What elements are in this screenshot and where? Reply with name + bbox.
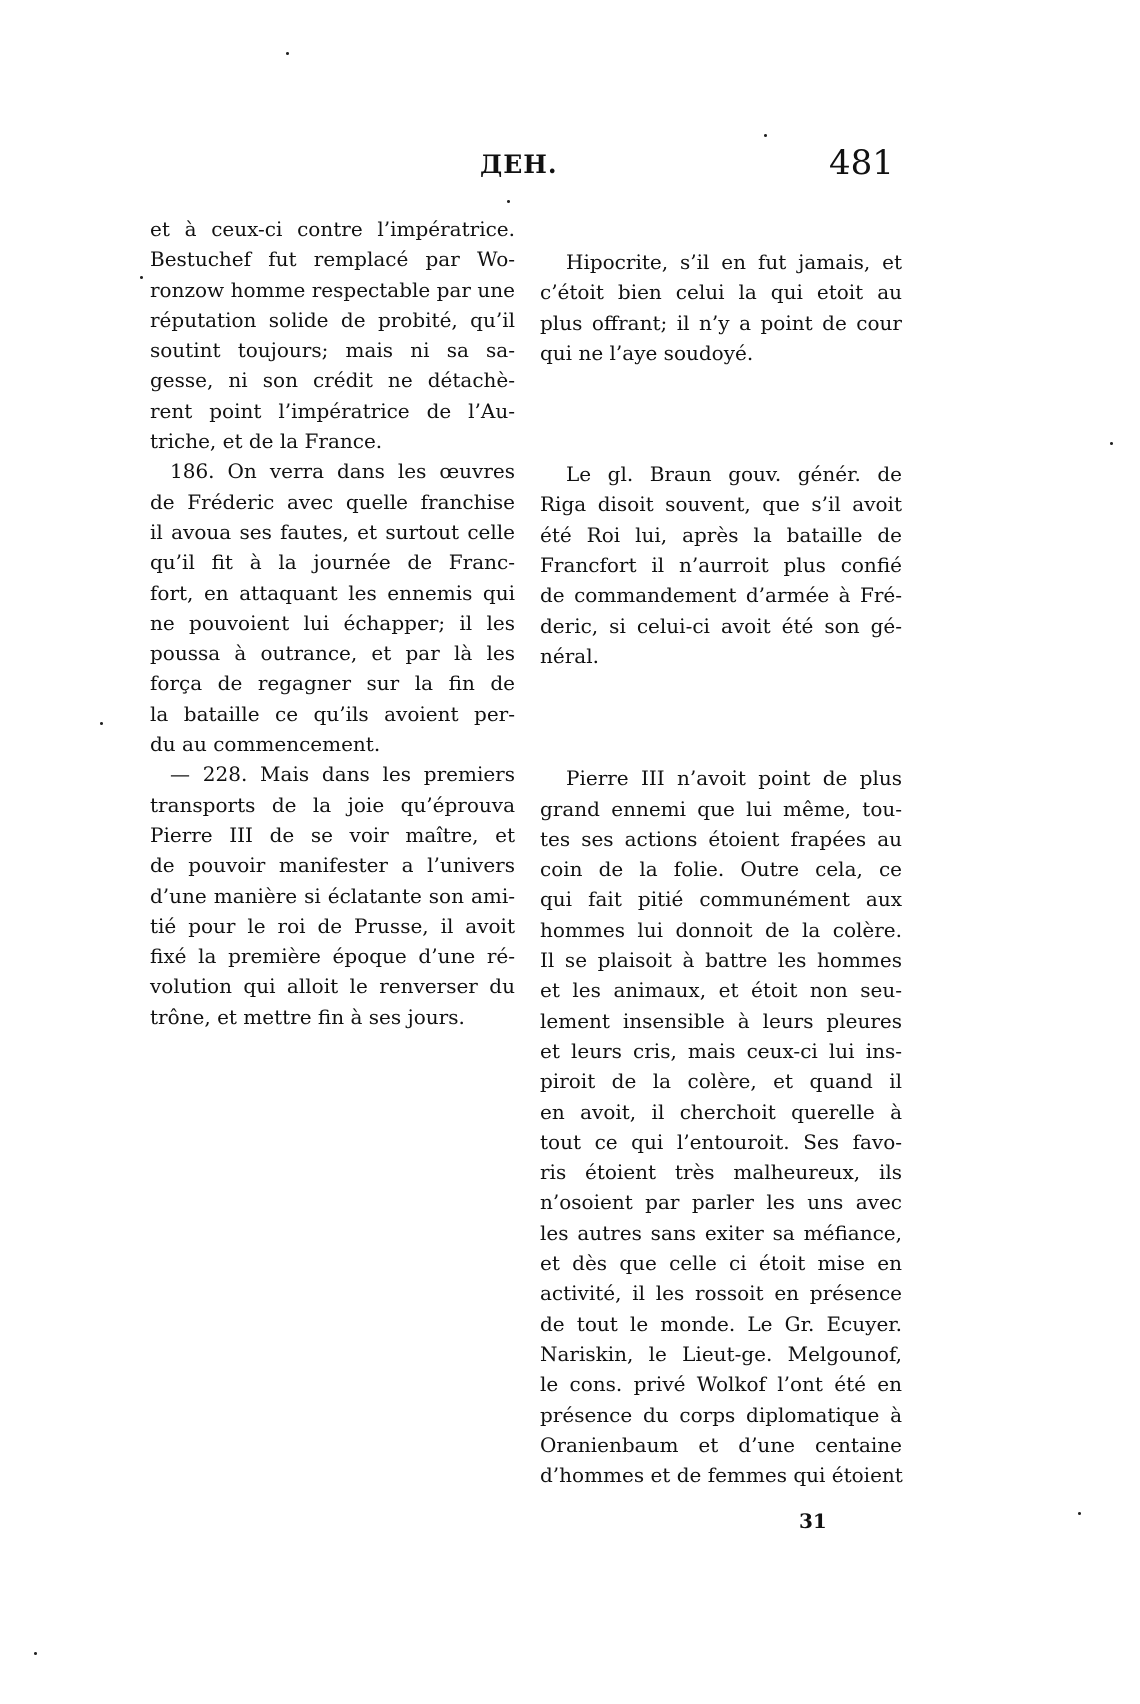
text-line: piroit de la colère, et quand il	[540, 1069, 902, 1094]
signature-mark: 31	[799, 1509, 827, 1533]
scan-speck	[1110, 442, 1113, 445]
text-line: d’hommes et de femmes qui étoient	[540, 1463, 903, 1488]
text-line: de pouvoir manifester a l’univers	[150, 853, 515, 878]
paragraph-pierre-iii	[540, 763, 902, 1490]
text-line: de Fréderic avec quelle franchise	[150, 489, 515, 514]
scan-speck	[34, 1652, 37, 1655]
text-line: il avoua ses fautes, et surtout celle	[150, 519, 515, 544]
text-line: les autres sans exiter sa méfiance,	[540, 1220, 902, 1245]
text-line: Oranienbaum et d’une centaine	[540, 1432, 902, 1457]
paragraph-braun	[540, 459, 902, 671]
text-line: d’une manière si éclatante son ami-	[150, 883, 515, 908]
text-line: de commandement d’armée à Fré-	[540, 583, 902, 608]
text-line: le cons. privé Wolkof l’ont été en	[540, 1372, 902, 1397]
text-line: et dès que celle ci étoit mise en	[540, 1251, 902, 1276]
text-line: força de regagner sur la fin de	[150, 671, 515, 696]
text-line: ne pouvoient lui échapper; il les	[150, 610, 515, 635]
text-line: tout ce qui l’entouroit. Ses favo-	[540, 1129, 902, 1154]
text-line: triche, et de la France.	[150, 429, 383, 454]
scan-speck	[140, 276, 143, 279]
text-line: néral.	[540, 643, 599, 668]
text-line: ronzow homme respectable par une	[150, 277, 515, 302]
text-line: gesse, ni son crédit ne détachè-	[150, 368, 515, 393]
scan-speck	[764, 134, 767, 137]
text-line: soutint toujours; mais ni sa sa-	[150, 338, 515, 363]
text-line: fixé la première époque d’une ré-	[150, 944, 515, 969]
text-line: hommes lui donnoit de la colère.	[540, 917, 902, 942]
text-line: qui ne l’aye soudoyé.	[540, 340, 754, 365]
text-line: Il se plaisoit à battre les hommes	[540, 948, 902, 973]
text-line: Hipocrite, s’il en fut jamais, et	[566, 250, 902, 274]
paragraph-hipocrite	[540, 247, 902, 368]
text-line: Riga disoit souvent, que s’il avoit	[540, 492, 902, 517]
text-line: ris étoient très malheureux, ils	[540, 1160, 902, 1185]
text-line: deric, si celui-ci avoit été son gé-	[540, 613, 902, 638]
text-line: qu’il fit à la journée de Franc-	[150, 550, 515, 575]
text-line: Francfort il n’aurroit plus confié	[540, 553, 902, 578]
text-line: et leurs cris, mais ceux-ci lui ins-	[540, 1038, 902, 1063]
text-line: n’osoient par parler les uns avec	[540, 1190, 902, 1215]
text-line: c’étoit bien celui la qui etoit au	[540, 280, 902, 305]
text-line: la bataille ce qu’ils avoient per-	[150, 701, 515, 726]
running-title: ДЕН.	[480, 150, 558, 179]
text-line: réputation solide de probité, qu’il	[150, 307, 515, 332]
text-line: tié pour le roi de Prusse, il avoit	[150, 913, 515, 938]
text-line: Pierre III n’avoit point de plus	[566, 766, 902, 791]
text-line: rent point l’impératrice de l’Au-	[150, 398, 515, 423]
text-line: 186. On verra dans les œuvres	[170, 459, 515, 484]
right-column	[540, 247, 902, 1490]
text-line: Bestuchef fut remplacé par Wo-	[150, 247, 515, 272]
text-line: été Roi lui, après la bataille de	[540, 522, 902, 547]
text-line: — 228. Mais dans les premiers	[170, 762, 515, 787]
page-number: 481	[829, 143, 894, 183]
text-line: et les animaux, et étoit non seu-	[540, 978, 902, 1003]
text-line: Pierre III de se voir maître, et	[150, 822, 515, 847]
text-line: lement insensible à leurs pleures	[540, 1008, 902, 1033]
text-line: trône, et mettre fin à ses jours.	[150, 1004, 465, 1029]
text-line: et à ceux-ci contre l’impératrice.	[150, 217, 515, 241]
text-line: Le gl. Braun gouv. génér. de	[566, 462, 902, 487]
text-line: de tout le monde. Le Gr. Ecuyer.	[540, 1311, 902, 1336]
text-line: transports de la joie qu’éprouva	[150, 792, 515, 817]
scan-speck	[286, 52, 289, 55]
text-line: tes ses actions étoient frapées au	[540, 826, 902, 851]
text-line: volution qui alloit le renverser du	[150, 974, 515, 999]
text-line: qui fait pitié communément aux	[540, 887, 902, 912]
text-line: présence du corps diplomatique à	[540, 1402, 902, 1427]
scan-speck	[1078, 1512, 1081, 1515]
left-column	[150, 214, 515, 1032]
text-line: poussa à outrance, et par là les	[150, 641, 515, 666]
text-line: grand ennemi que lui même, tou-	[540, 796, 902, 821]
scan-speck	[507, 200, 510, 203]
text-line: plus offrant; il n’y a point de cour	[540, 310, 902, 335]
text-line: activité, il les rossoit en présence	[540, 1281, 902, 1306]
text-line: coin de la folie. Outre cela, ce	[540, 857, 902, 882]
text-line: du au commencement.	[150, 732, 381, 757]
text-line: fort, en attaquant les ennemis qui	[150, 580, 515, 605]
text-line: en avoit, il cherchoit querelle à	[540, 1099, 902, 1124]
scan-speck	[100, 722, 103, 725]
text-line: Nariskin, le Lieut-ge. Melgounof,	[540, 1341, 902, 1366]
